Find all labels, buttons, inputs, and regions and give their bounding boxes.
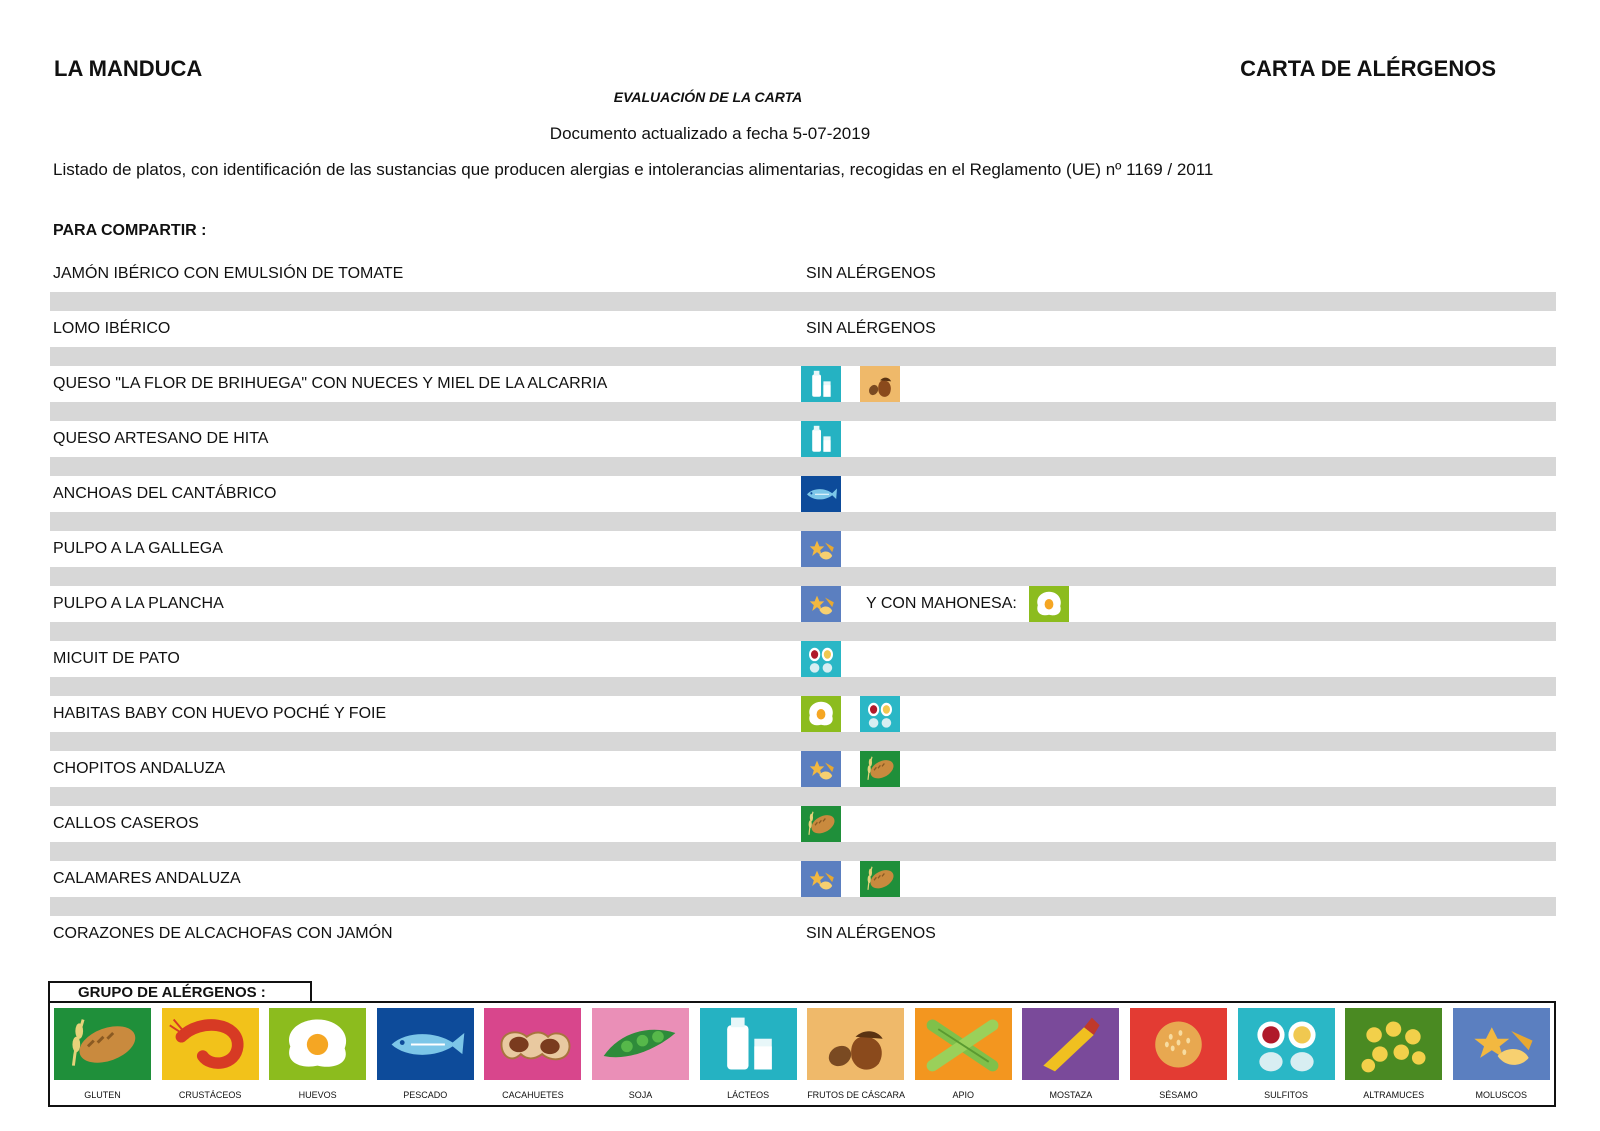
allergen-legend bbox=[48, 1001, 1556, 1107]
dish-row bbox=[50, 696, 1556, 732]
legend-label: HUEVOS bbox=[298, 1090, 337, 1100]
dish-list bbox=[50, 256, 1556, 952]
dish-name: MICUIT DE PATO bbox=[53, 650, 180, 667]
fish-icon bbox=[801, 476, 841, 512]
dish-allergens bbox=[801, 696, 919, 732]
row-separator bbox=[50, 732, 1556, 751]
bread-icon bbox=[54, 1008, 151, 1080]
row-separator bbox=[50, 347, 1556, 366]
dish-allergens bbox=[801, 641, 860, 677]
legend-item-mostaza bbox=[1022, 1008, 1119, 1100]
dish-row bbox=[50, 476, 1556, 512]
dish-name: QUESO "LA FLOR DE BRIHUEGA" CON NUECES Y MIEL DE LA ALCARRIA bbox=[53, 375, 608, 392]
dish-row bbox=[50, 421, 1556, 457]
intro-text: Listado de platos, con identificación de las sustancias que producen alergias e intolerancias alimentarias, recogidas en el Reglamento (UE) nº 1169 / 2011 bbox=[53, 160, 1214, 179]
legend-item-pescado bbox=[377, 1008, 474, 1100]
dish-row bbox=[50, 311, 1556, 347]
update-date: Documento actualizado a fecha 5-07-2019 bbox=[549, 124, 871, 143]
no-allergens-label: SIN ALÉRGENOS bbox=[806, 925, 936, 942]
nut-icon bbox=[860, 366, 900, 402]
legend-label: SULFITOS bbox=[1264, 1090, 1309, 1100]
dish-row bbox=[50, 586, 1556, 622]
row-separator bbox=[50, 787, 1556, 806]
dish-name: PULPO A LA GALLEGA bbox=[53, 540, 223, 557]
legend-item-crustaceos bbox=[162, 1008, 259, 1100]
dish-row bbox=[50, 366, 1556, 402]
milk-icon bbox=[801, 366, 841, 402]
dish-name: PULPO A LA PLANCHA bbox=[53, 595, 224, 612]
mollusc-icon bbox=[801, 861, 841, 897]
bread-icon bbox=[801, 806, 841, 842]
legend-label: APIO bbox=[952, 1090, 975, 1100]
dish-row bbox=[50, 256, 1556, 292]
dish-allergens bbox=[801, 916, 936, 952]
row-separator bbox=[50, 457, 1556, 476]
legend-item-soja bbox=[592, 1008, 689, 1100]
dish-row bbox=[50, 806, 1556, 842]
legend-item-sesamo bbox=[1130, 1008, 1227, 1100]
dish-row bbox=[50, 751, 1556, 787]
dish-allergens bbox=[801, 366, 919, 402]
dish-row bbox=[50, 641, 1556, 677]
dish-allergens bbox=[801, 256, 936, 292]
fish-icon bbox=[377, 1008, 474, 1080]
legend-label: FRUTOS DE CÁSCARA bbox=[807, 1090, 906, 1100]
extra-note: Y CON MAHONESA: bbox=[866, 595, 1017, 612]
soy-icon bbox=[592, 1008, 689, 1080]
dish-name: JAMÓN IBÉRICO CON EMULSIÓN DE TOMATE bbox=[53, 265, 404, 282]
legend-item-huevos bbox=[269, 1008, 366, 1100]
legend-label: MOLUSCOS bbox=[1475, 1090, 1528, 1100]
legend-label: CACAHUETES bbox=[502, 1090, 564, 1100]
dish-allergens bbox=[801, 751, 919, 787]
legend-item-sulfitos bbox=[1238, 1008, 1335, 1100]
dish-name: LOMO IBÉRICO bbox=[53, 320, 171, 337]
legend-label: MOSTAZA bbox=[1049, 1090, 1093, 1100]
row-separator bbox=[50, 292, 1556, 311]
legend-item-altramuces bbox=[1345, 1008, 1442, 1100]
dish-name: CORAZONES DE ALCACHOFAS CON JAMÓN bbox=[53, 925, 393, 942]
egg-icon bbox=[801, 696, 841, 732]
legend-label: ALTRAMUCES bbox=[1363, 1090, 1425, 1100]
legend-item-apio bbox=[915, 1008, 1012, 1100]
row-separator bbox=[50, 512, 1556, 531]
dish-name: CHOPITOS ANDALUZA bbox=[53, 760, 226, 777]
section-title: PARA COMPARTIR : bbox=[53, 222, 207, 239]
row-separator bbox=[50, 567, 1556, 586]
legend-label: SOJA bbox=[628, 1090, 653, 1100]
egg-icon bbox=[269, 1008, 366, 1080]
nut-icon bbox=[807, 1008, 904, 1080]
legend-item-moluscos bbox=[1453, 1008, 1550, 1100]
legend-label: LÁCTEOS bbox=[727, 1090, 770, 1100]
legend-title: GRUPO DE ALÉRGENOS : bbox=[48, 981, 312, 1003]
sulphite-icon bbox=[801, 641, 841, 677]
dish-allergens bbox=[801, 421, 860, 457]
legend-item-gluten bbox=[54, 1008, 151, 1100]
row-separator bbox=[50, 677, 1556, 696]
milk-icon bbox=[700, 1008, 797, 1080]
egg-icon bbox=[1029, 586, 1069, 622]
dish-name: ANCHOAS DEL CANTÁBRICO bbox=[53, 485, 277, 502]
row-separator bbox=[50, 897, 1556, 916]
dish-row bbox=[50, 531, 1556, 567]
legend-item-frutos bbox=[807, 1008, 904, 1100]
shrimp-icon bbox=[162, 1008, 259, 1080]
legend-label: CRUSTÁCEOS bbox=[178, 1090, 242, 1100]
celery-icon bbox=[915, 1008, 1012, 1080]
document-subtitle: EVALUACIÓN DE LA CARTA bbox=[613, 89, 803, 105]
dish-name: CALLOS CASEROS bbox=[53, 815, 199, 832]
row-separator bbox=[50, 622, 1556, 641]
dish-allergens bbox=[801, 806, 860, 842]
peanut-icon bbox=[484, 1008, 581, 1080]
restaurant-name: LA MANDUCA bbox=[54, 56, 203, 81]
sesame-icon bbox=[1130, 1008, 1227, 1080]
mollusc-icon bbox=[1453, 1008, 1550, 1080]
milk-icon bbox=[801, 421, 841, 457]
dish-name: QUESO ARTESANO DE HITA bbox=[53, 430, 269, 447]
dish-allergens bbox=[801, 531, 860, 567]
dish-row bbox=[50, 861, 1556, 897]
row-separator bbox=[50, 842, 1556, 861]
sulphite-icon bbox=[1238, 1008, 1335, 1080]
legend-item-cacahuetes bbox=[484, 1008, 581, 1100]
dish-allergens bbox=[801, 861, 919, 897]
dish-allergens bbox=[801, 311, 936, 347]
no-allergens-label: SIN ALÉRGENOS bbox=[806, 265, 936, 282]
bread-icon bbox=[860, 861, 900, 897]
row-separator bbox=[50, 402, 1556, 421]
dish-allergens bbox=[801, 476, 860, 512]
dish-allergens bbox=[801, 586, 1088, 622]
no-allergens-label: SIN ALÉRGENOS bbox=[806, 320, 936, 337]
dish-row bbox=[50, 916, 1556, 952]
dish-name: HABITAS BABY CON HUEVO POCHÉ Y FOIE bbox=[53, 705, 387, 722]
legend-item-lacteos bbox=[700, 1008, 797, 1100]
mustard-icon bbox=[1022, 1008, 1119, 1080]
legend-label: SÉSAMO bbox=[1159, 1090, 1198, 1100]
document-title: CARTA DE ALÉRGENOS bbox=[1240, 56, 1496, 81]
lupin-icon bbox=[1345, 1008, 1442, 1080]
legend-label: GLUTEN bbox=[84, 1090, 121, 1100]
mollusc-icon bbox=[801, 751, 841, 787]
mollusc-icon bbox=[801, 586, 841, 622]
dish-name: CALAMARES ANDALUZA bbox=[53, 870, 241, 887]
mollusc-icon bbox=[801, 531, 841, 567]
sulphite-icon bbox=[860, 696, 900, 732]
legend-label: PESCADO bbox=[403, 1090, 448, 1100]
bread-icon bbox=[860, 751, 900, 787]
